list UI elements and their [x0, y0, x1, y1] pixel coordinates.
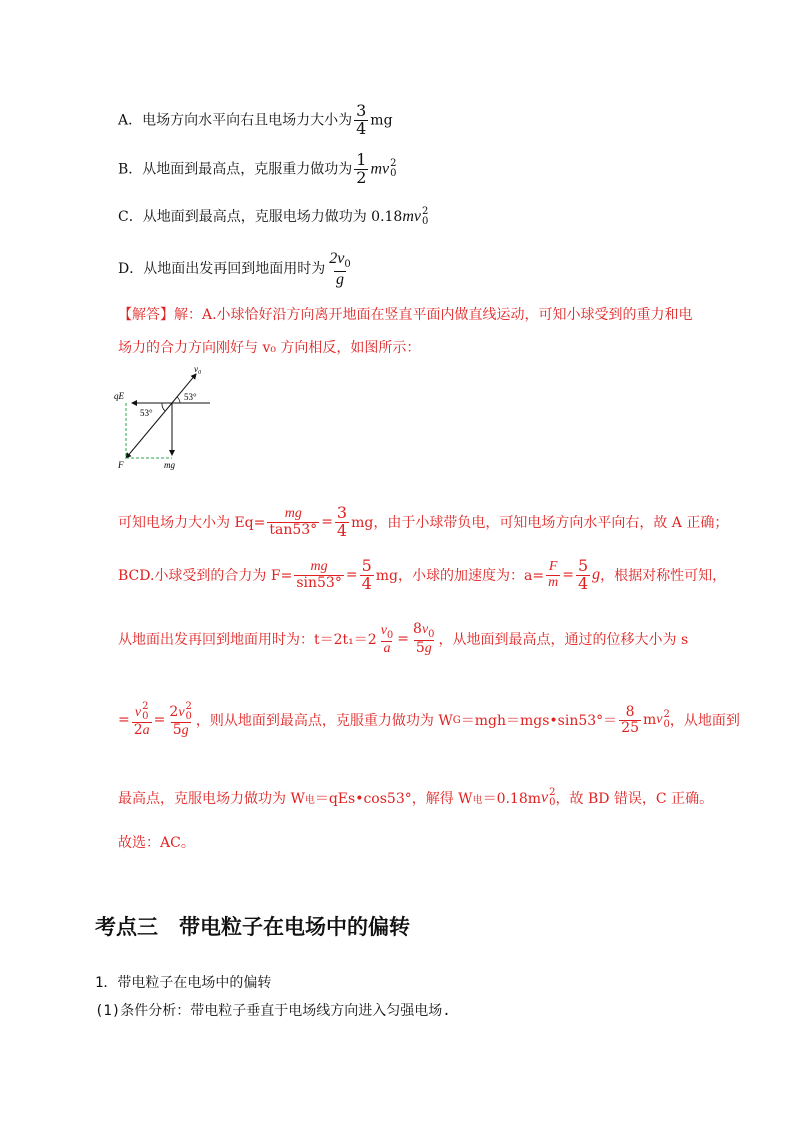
answer-line-4: BCD.小球受到的合力为 F= $\frac{mg}{\sin 53^\circ}$ = $\frac{5}{4}$ mg，小球的加速度为：a= $\frac{F}{m}$ = $\frac{5}{4}$ g ，根据对称性可知，: [118, 556, 727, 593]
answer-line-6: = v 2 0 2a = 2v 2 0 5g ，则从地面到最高点，克服重力做功为 W G ＝mgh＝mgs•sin53°＝ $\frac{8}{25}$ m v 2 0 ，从地面到: [118, 701, 740, 738]
answer-line-8: 故选：AC。: [118, 835, 195, 851]
option-b: B．从地面到最高点，克服重力做功为 $\frac{1}{2}$ mv 2 0: [118, 150, 397, 187]
section-item-1: 1．带电粒子在电场中的偏转: [95, 975, 272, 991]
option-a: A．电场方向水平向右且电场力大小为 $\frac{3}{4}$ mg: [118, 101, 393, 138]
qE-label: qE: [114, 391, 124, 401]
option-c: C．从地面到最高点，克服电场力做功为 0.18mv 2 0: [118, 206, 429, 227]
mg-label: mg: [164, 460, 175, 470]
angle-arc-right: [177, 397, 180, 403]
force-diagram: [110, 362, 220, 474]
answer-line-1: 【解答】解：A.小球恰好沿方向离开地面在竖直平面内做直线运动，可知小球受到的重力和电: [118, 307, 693, 323]
section-item-2: (1)条件分析：带电粒子垂直于电场线方向进入匀强电场.: [95, 1003, 451, 1019]
section-heading: 考点三 带电粒子在电场中的偏转: [95, 915, 410, 939]
v0-label: $v_0$: [194, 364, 201, 376]
option-d: D．从地面出发再回到地面用时为 $\frac{2v_0}{g}$: [118, 250, 351, 288]
angle-left-label: 53°: [140, 408, 153, 418]
answer-line-2: 场力的合力方向刚好与 v₀ 方向相反，如图所示：: [118, 340, 421, 356]
angle-arc-left: [162, 403, 165, 411]
angle-right-label: 53°: [184, 392, 197, 402]
answer-line-5: 从地面出发再回到地面用时为：t＝2t₁＝2 $\frac{v_0}{a}$ = $\frac{8v_0}{5g}$ ，从地面到最高点，通过的位移大小为 s: [118, 621, 689, 657]
F-label: F: [118, 460, 124, 470]
answer-line-7: 最高点，克服电场力做功为 W 电 ＝qEs•cos53°，解得 W 电 ＝0.18m v 2 0 ，故 BD 错误，C 正确。: [118, 787, 714, 808]
answer-line-3: 可知电场力大小为 Eq= $\frac{mg}{\tan 53^\circ}$ = $\frac{3}{4}$ mg，由于小球带负电，可知电场方向水平向右，故 A 正确；: [118, 503, 729, 540]
